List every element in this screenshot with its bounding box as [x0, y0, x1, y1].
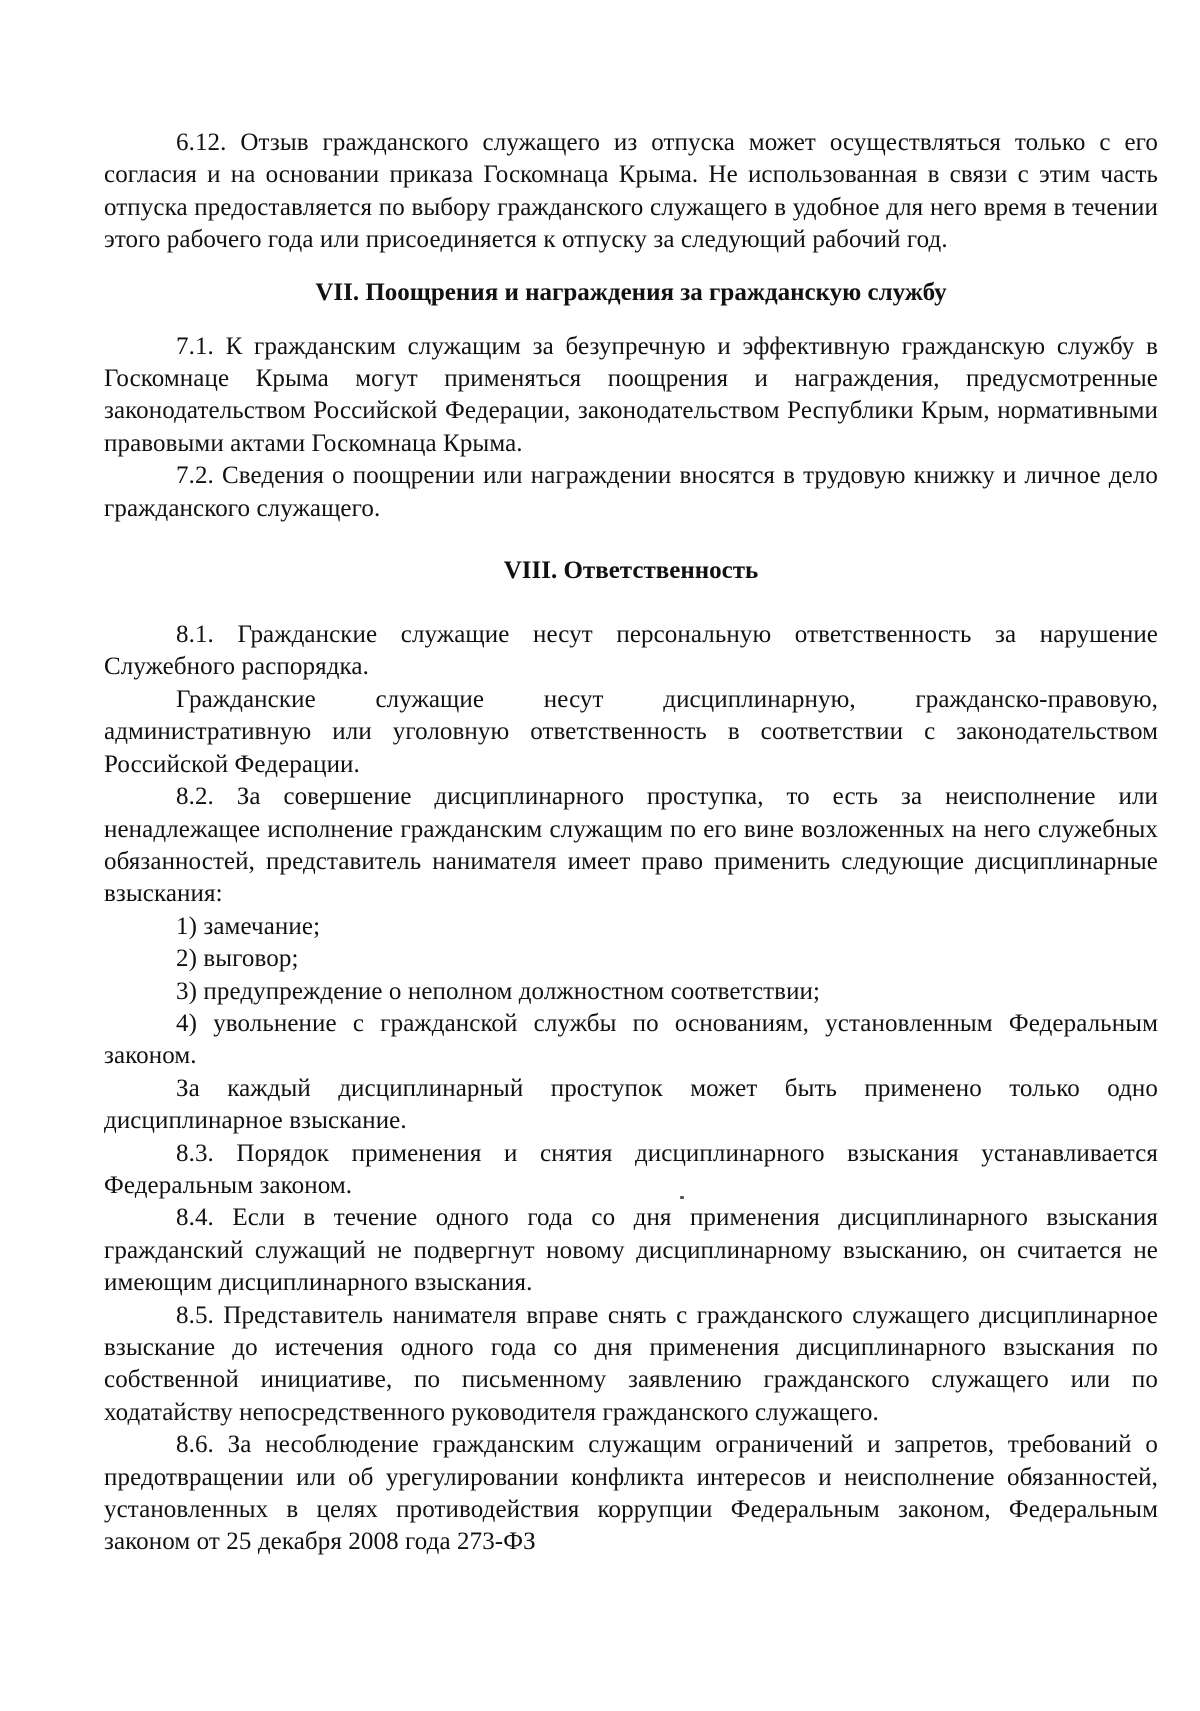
paragraph-7-1: 7.1. К гражданским служащим за безупречную и эффективную гражданскую службу в Госкомнаце Крыма могут применяться поощрения и награждения, предусмотренные законодательством Российской Федерации, законодательством Республики Крым, нормативными правовыми актами Госкомнаца Крыма. [104, 332, 1158, 457]
paragraph-8-6: 8.6. За несоблюдение гражданским служащим ограничений и запретов, требований о предотвращении или об урегулировании конфликта интересов и неисполнение обязанностей, установленных в целях противодействия коррупции Федеральным законом, Федеральным законом от 25 декабря 2008 года 273-ФЗ [104, 1431, 1158, 1556]
paragraph-8-3: 8.3. Порядок применения и снятия дисциплинарного взыскания устанавливается Федеральным законом. [104, 1139, 1158, 1199]
scan-artifact [680, 1196, 684, 1199]
document-body [104, 127, 1158, 1559]
paragraph-8-1: 8.1. Гражданские служащие несут персональную ответственность за нарушение Служебного распорядка. [104, 621, 1158, 681]
paragraph-8-1-liability: Гражданские служащие несут дисциплинарную, гражданско-правовую, административную или уголовную ответственность в соответствии с законодательством Российской Федерации. [104, 685, 1158, 778]
list-item-dismissal: 4) увольнение с гражданской службы по основаниям, установленным Федеральным законом. [104, 1009, 1158, 1070]
list-item-warning: 3) предупреждение о неполном должностном соответствии; [176, 977, 821, 1005]
paragraph-6-12: 6.12. Отзыв гражданского служащего из отпуска может осуществляться только с его согласия и на основании приказа Госкомнаца Крыма. Не использованная в связи с этим часть отпуска предоставляется по выбору гражданского служащего в удобное для него время в течении этого рабочего года или присоединяется к отпуску за следующий рабочий год. [104, 129, 1158, 254]
section-heading-vii: VII. Поощрения и награждения за гражданскую службу [315, 278, 947, 306]
list-item-remark: 1) замечание; [176, 912, 321, 940]
paragraph-8-4: 8.4. Если в течение одного года со дня применения дисциплинарного взыскания гражданский служащий не подвергнут новому дисциплинарному взысканию, он считается не имеющим дисциплинарного взыскания. [104, 1204, 1158, 1297]
section-heading-viii: VIII. Ответственность [503, 557, 759, 585]
list-item-reprimand: 2) выговор; [176, 945, 299, 973]
paragraph-8-2-single-penalty: За каждый дисциплинарный проступок может быть применено только одно дисциплинарное взыскание. [104, 1074, 1158, 1135]
paragraph-7-2: 7.2. Сведения о поощрении или награждении вносятся в трудовую книжку и личное дело гражданского служащего. [104, 462, 1158, 522]
paragraph-8-5: 8.5. Представитель нанимателя вправе снять с гражданского служащего дисциплинарное взыскание до истечения одного года со дня применения дисциплинарного взыскания по собственной инициативе, по письменному заявлению гражданского служащего или по ходатайству непосредственного руководителя гражданского служащего. [104, 1301, 1158, 1426]
paragraph-8-2: 8.2. За совершение дисциплинарного проступка, то есть за неисполнение или ненадлежащее исполнение гражданским служащим по его вине возложенных на него служебных обязанностей, представитель нанимателя имеет право применить следующие дисциплинарные взыскания: [104, 783, 1158, 908]
